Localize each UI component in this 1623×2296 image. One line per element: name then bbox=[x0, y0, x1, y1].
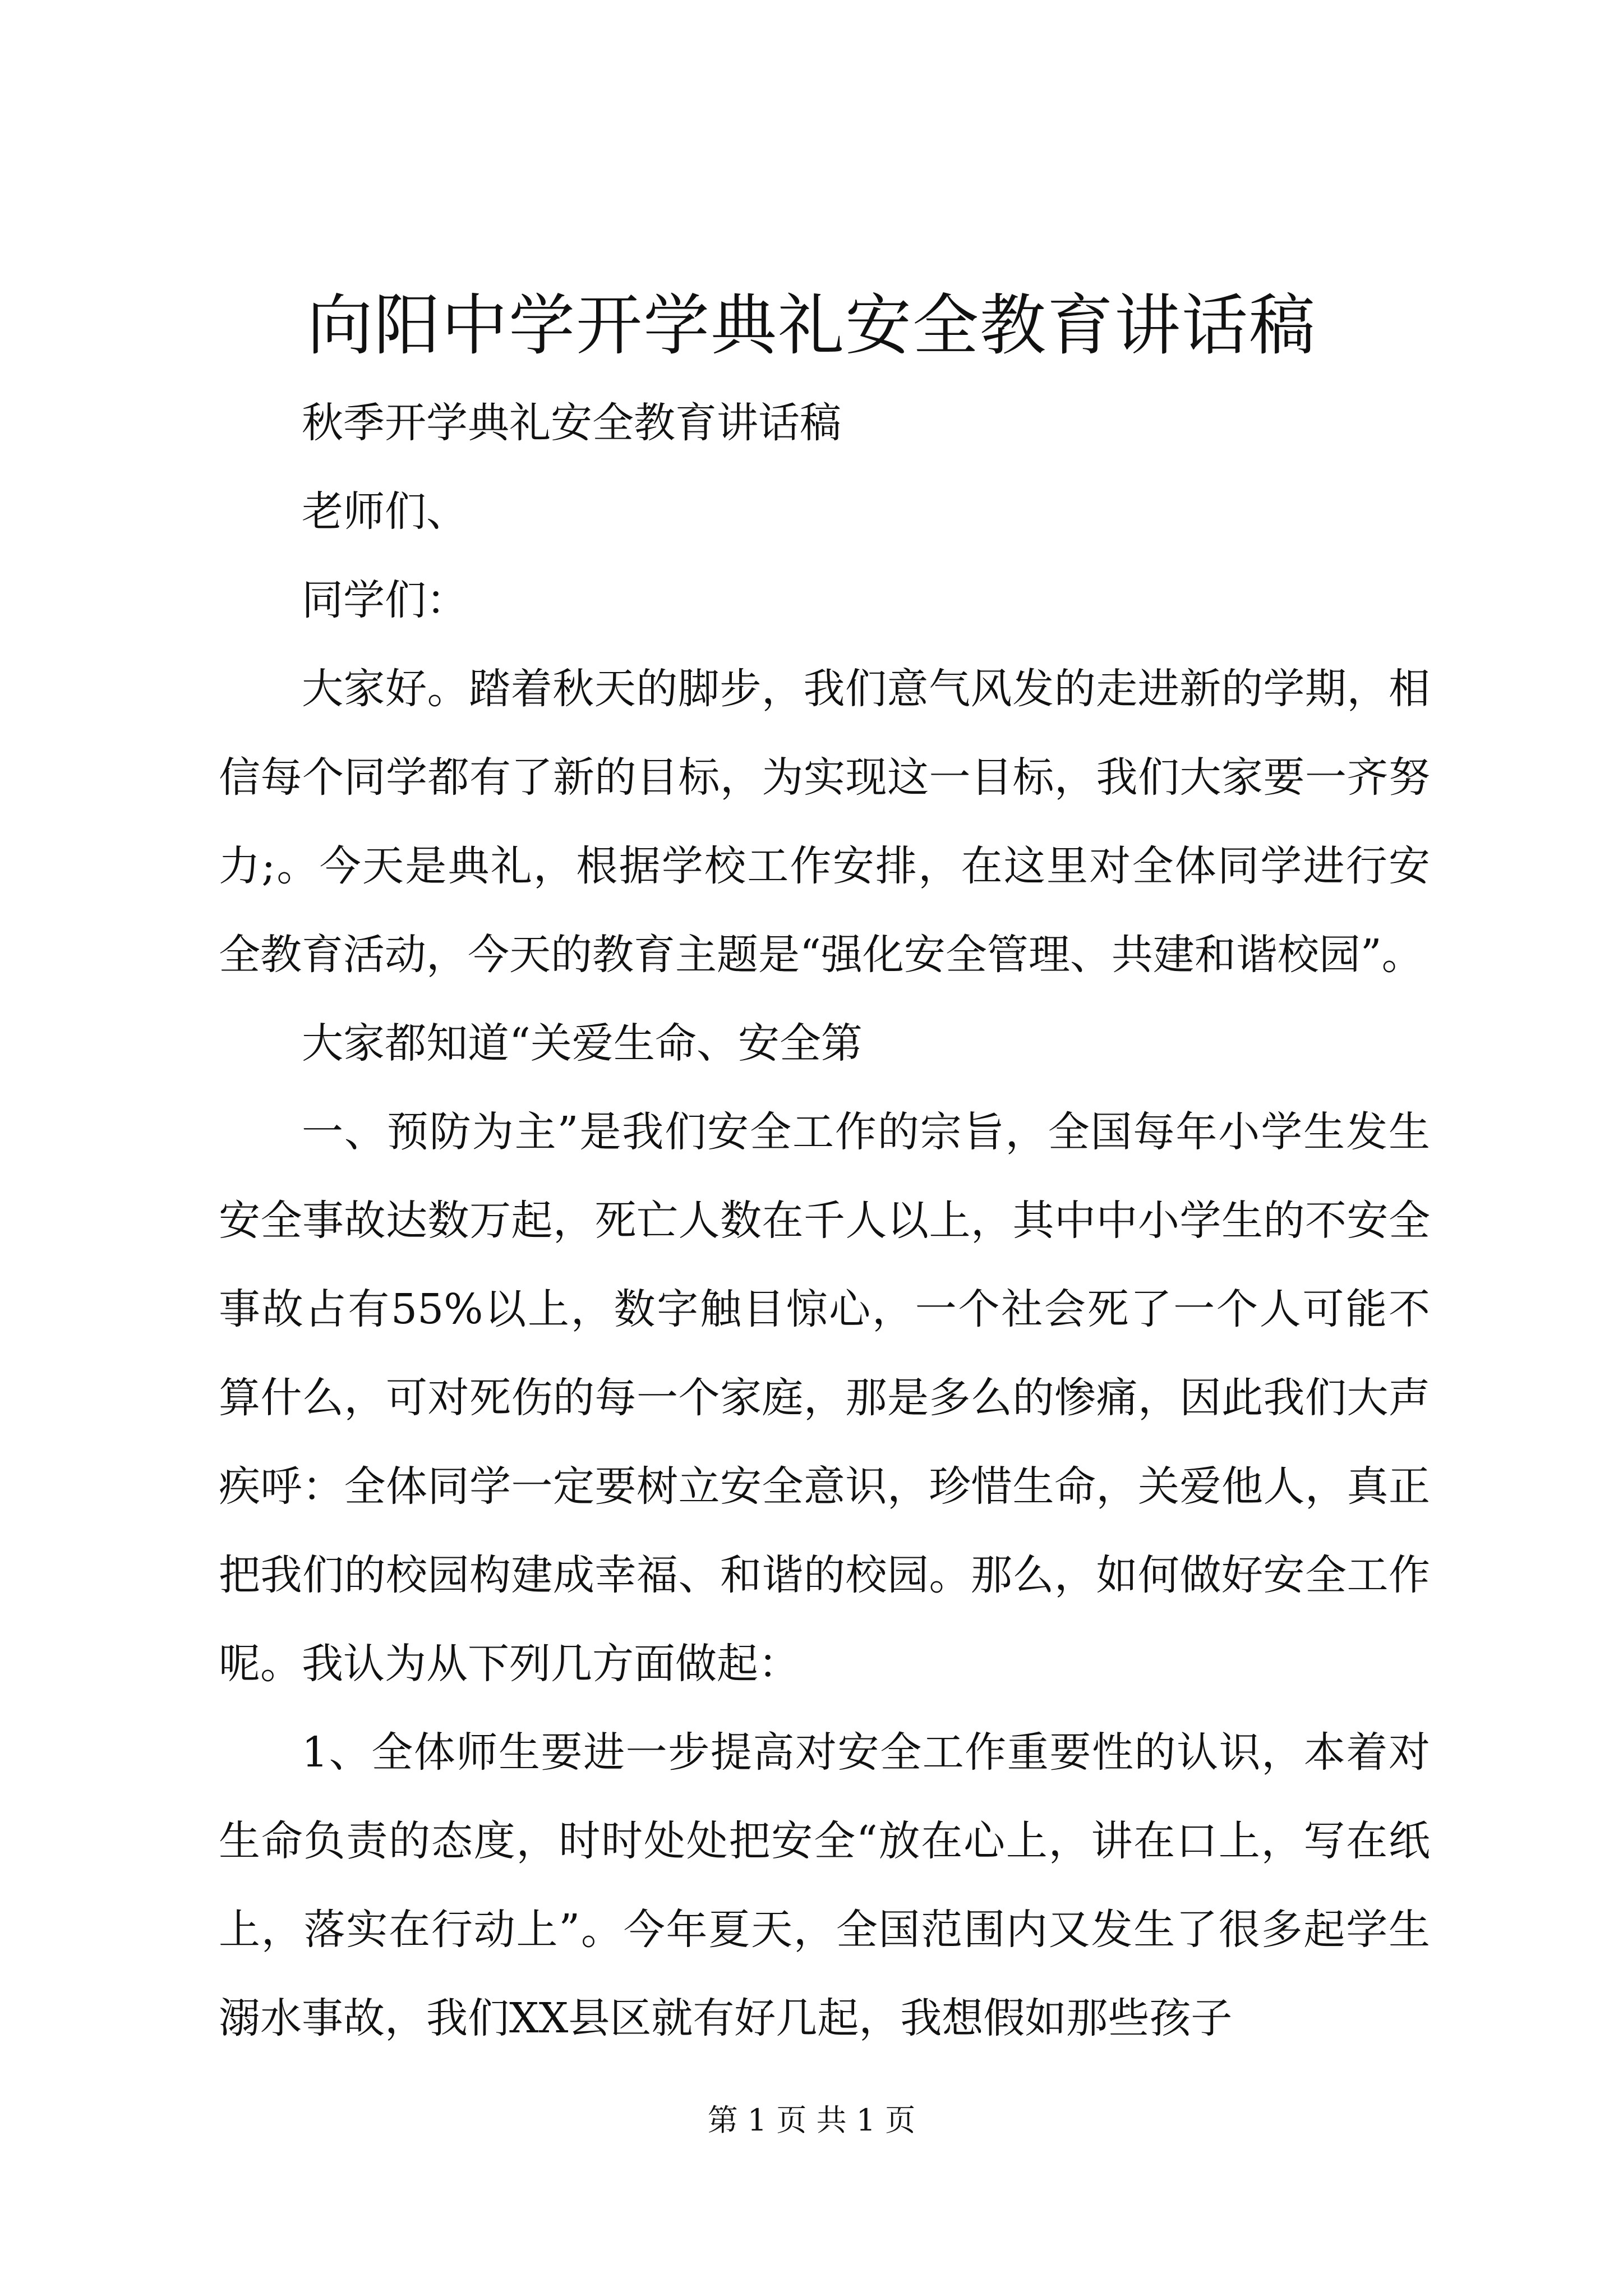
paragraph-salutation-students: 同学们： bbox=[302, 576, 468, 624]
paragraph-salutation-teachers: 老师们、 bbox=[302, 487, 468, 536]
paragraph-motto-intro: 大家都知道“关爱生命、安全第 bbox=[302, 1019, 863, 1068]
paragraph-prevention: 一、预防为主”是我们安全工作的宗旨，全国每年小学生发生安全事故达数万起，死亡人数在千人以上，其中中小学生的不安全事故占有55%以上，数字触目惊心，一个社会死了一个人可能不算什么，可对死伤的每一个家庭，那是多么的惨痛，因此我们大声疾呼：全体同学一定要树立安全意识，珍惜生命，关爱他人，真正把我们的校园构建成幸福、和谐的校园。那么，如何做好安全工作呢。我认为从下列几方面做起： bbox=[219, 1108, 1430, 1688]
page-footer: 第 1 页 共 1 页 bbox=[707, 2102, 916, 2138]
paragraph-point-one: 1、全体师生要进一步提高对安全工作重要性的认识，本着对生命负责的态度，时时处处把安全“放在心上，讲在口上，写在纸上，落实在行动上”。今年夏天，全国范围内又发生了很多起学生溺水事故，我们XX县区就有好几起，我想假如那些孩子 bbox=[219, 1728, 1430, 2042]
paragraph-subtitle: 秋季开学典礼安全教育讲话稿 bbox=[302, 399, 841, 447]
document-body bbox=[219, 379, 1430, 2063]
document-title: 向阳中学开学典礼安全教育讲话稿 bbox=[306, 287, 1316, 364]
paragraph-greeting: 大家好。踏着秋天的脚步，我们意气风发的走进新的学期，相信每个同学都有了新的目标，为实现这一目标，我们大家要一齐努力;。今天是典礼，根据学校工作安排，在这里对全体同学进行安全教育活动，今天的教育主题是“强化安全管理、共建和谐校园”。 bbox=[219, 665, 1430, 979]
